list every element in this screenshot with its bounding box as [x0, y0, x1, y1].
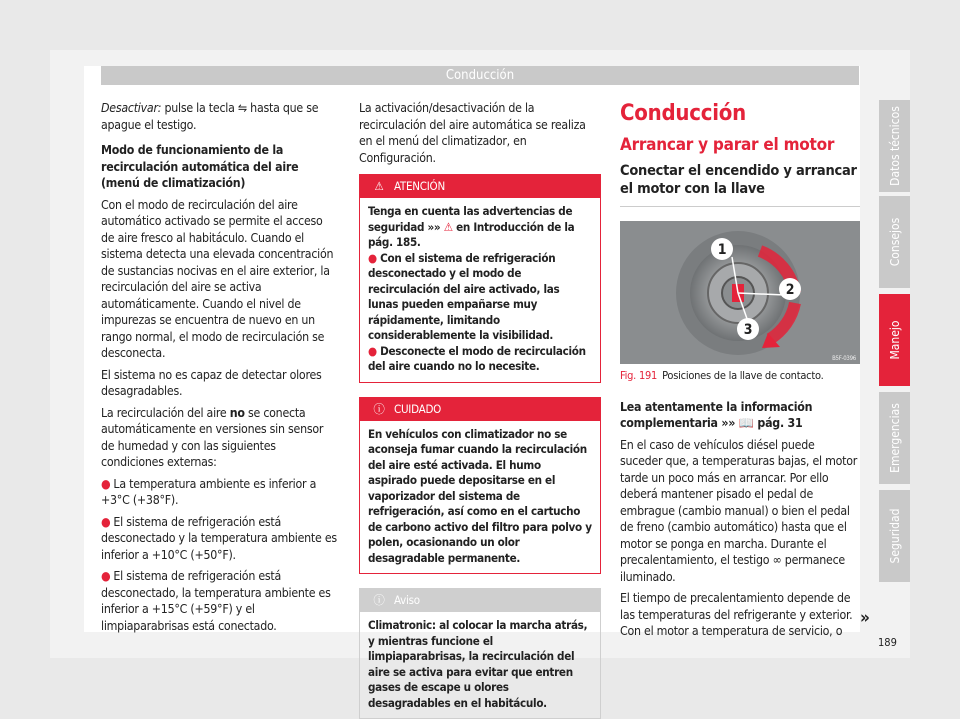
book-icon: 📖	[738, 416, 754, 430]
note-box	[359, 588, 601, 719]
section-header: Conducción	[101, 66, 859, 85]
tab-datos-tecnicos[interactable]: Datos técnicos	[879, 100, 910, 192]
column-2	[359, 100, 601, 719]
deactivate-label: Desactivar:	[101, 101, 162, 115]
glow-plug-icon: ∞	[772, 553, 782, 567]
read-info-paragraph: Lea atentamente la información complementaria »» 📖 pág. 31	[620, 399, 813, 430]
subsection-title: Conectar el encendido y arrancar el motor con la llave	[620, 163, 857, 197]
column-3	[620, 100, 860, 645]
figure-code: B5F-0396	[832, 355, 856, 362]
position-1-label: 1	[717, 242, 727, 258]
info-icon: ⓘ	[373, 593, 385, 607]
paragraph: El sistema no es capaz de detectar olores desagradables.	[101, 367, 322, 398]
warning-triangle-icon: ⚠	[443, 219, 453, 234]
ignition-figure	[620, 221, 860, 364]
warning-triangle-icon: ⚠	[374, 179, 384, 193]
caution-body: En vehículos con climatizador no se aconseja fumar cuando la recirculación del aire esté activada. El humo aspirado puede depositarse en el vaporizador del sistema de refrigeración, así como en el cartucho de carbono activo del filtro para polvo y polen, ocasionando un olor desagradable permanente.	[368, 426, 592, 565]
tab-consejos[interactable]: Consejos	[879, 196, 910, 288]
divider	[620, 206, 860, 207]
warning-header: ⚠ ATENCIÓN	[360, 175, 600, 198]
position-2-label: 2	[785, 282, 795, 298]
list-item: ● El sistema de refrigeración está desconectado, la temperatura ambiente es inferior a +15°C (+59°F) y el limpiaparabrisas está conectado.	[101, 569, 331, 633]
exclamation-circle-icon: ⓘ	[373, 401, 385, 416]
paragraph: La recirculación del aire no se conecta automáticamente en versiones sin sensor de humedad y con las siguientes condiciones externas:	[101, 405, 324, 469]
list-item: ● El sistema de refrigeración está desconectado y la temperatura ambiente es inferior a +10°C (+50°F).	[101, 514, 337, 562]
warning-box	[359, 174, 601, 383]
paragraph: En el caso de vehículos diésel puede suceder que, a temperaturas bajas, el motor tarde un poco más en arrancar. Por ello deberá mantener pisado el pedal de embrague (cambio manual) o bien el pedal de freno (cambio automático) hasta que el motor se ponga en marcha. Durante el precalentamiento, el testigo ∞ permanece iluminado.	[620, 437, 858, 584]
paragraph: Con el modo de recirculación del aire automático activado se permite el acceso de aire fresco al habitáculo. Cuando el sistema detecta una elevada concentración de sustancias nocivas en el aire exterior, la recirculación del aire se activa automáticamente. Cuando el nivel de impurezas se encuentra de nuevo en un rango normal, el modo de recirculación se desconecta.	[101, 197, 334, 360]
position-3-label: 3	[743, 322, 753, 338]
figure-caption: Fig. 191 Posiciones de la llave de contacto.	[620, 369, 824, 382]
ignition-lock-illustration	[620, 221, 860, 364]
section-title: Arrancar y parar el motor	[620, 135, 835, 155]
deactivate-paragraph: Desactivar: pulse la tecla ⇋ hasta que se apague el testigo.	[101, 101, 319, 132]
paragraph: La activación/desactivación de la recirculación del aire automática se realiza en el menú del climatizador, en Configuración.	[359, 101, 586, 165]
note-header: ⓘ Aviso	[360, 589, 600, 612]
caution-box	[359, 397, 601, 575]
chapter-title: Conducción	[620, 101, 746, 126]
list-item: ● La temperatura ambiente es inferior a +3°C (+38°F).	[101, 476, 317, 507]
page-number: 189	[878, 636, 897, 649]
paragraph: El tiempo de precalentamiento depende de las temperaturas del refrigerante y exterior. Con el motor a temperatura de servicio, o	[620, 591, 853, 638]
column-1	[101, 100, 338, 639]
continue-icon: »	[860, 608, 870, 628]
note-body: Climatronic: al colocar la marcha atrás, y mientras funcione el limpiaparabrisas, la recirculación del aire se activa para evitar que entren gases de escape u olores desagradables en el habitáculo.	[368, 618, 588, 710]
tab-seguridad[interactable]: Seguridad	[879, 490, 910, 582]
warning-body: Tenga en cuenta las advertencias de seguridad »» ⚠ en Introducción de la pág. 185. ● Con el sistema de refrigeración desconectado y el modo de recirculación del aire activado, las lunas pueden empañarse muy rápidamente, limitando considerablemente la visibilidad. ● Desconecte el modo de recirculación del aire cuando no lo necesite.	[368, 204, 586, 373]
tab-emergencias[interactable]: Emergencias	[879, 392, 910, 484]
recirculation-mode-heading: Modo de funcionamiento de la recirculación automática del aire (menú de climatización)	[101, 143, 299, 190]
tab-manejo[interactable]: Manejo	[879, 294, 910, 386]
caution-header: ⓘ CUIDADO	[360, 398, 600, 421]
car-recirculation-icon: ⇋	[237, 101, 247, 115]
